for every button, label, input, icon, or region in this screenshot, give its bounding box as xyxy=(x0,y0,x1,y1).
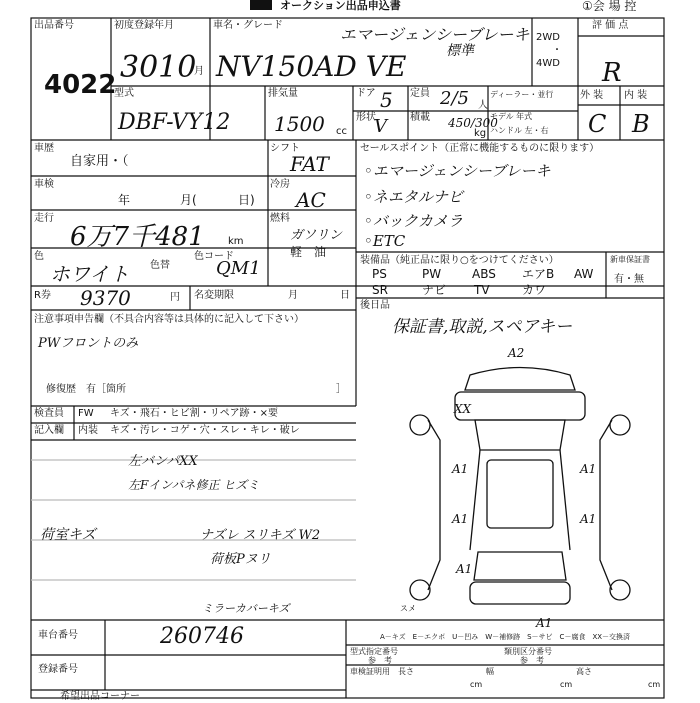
interior-label: 内 装 xyxy=(624,90,648,101)
lot-no-label: 出品番号 xyxy=(34,20,74,31)
sales-point-label: セールスポイント（正常に機能するものに限ります） xyxy=(360,143,600,154)
category-no-ref: 参 考 xyxy=(520,656,544,665)
load-unit: kg xyxy=(474,128,487,139)
equipment-label: 装備品（純正品に限り○をつけてください） xyxy=(360,255,559,266)
grade-note: エマージェンシーブレーキ xyxy=(340,25,530,44)
drive-dot: ・ xyxy=(552,45,562,56)
equip-ps: PS xyxy=(372,267,387,281)
grade-note-standard: 標準 xyxy=(446,43,474,59)
mark-a1-left: A1 xyxy=(452,462,469,476)
lot-no-value: 4022 xyxy=(44,70,117,100)
attachments-label: 後日品 xyxy=(360,300,390,311)
mark-a1-right2: A1 xyxy=(580,512,597,526)
drive-4wd: 4WD xyxy=(536,58,560,69)
fuel-gasoline: ガソリン xyxy=(290,228,343,243)
footer-label: 希望出品コーナー xyxy=(60,691,140,702)
sales-point-4: ◦ETC xyxy=(364,232,406,250)
mark-xx: XX xyxy=(454,402,472,416)
type-designation-label: 型式指定番号 xyxy=(350,647,398,656)
new-warranty-label: 新車保証書 xyxy=(610,255,650,264)
capacity-label: 定員 xyxy=(410,88,430,99)
drive-2wd: 2WD xyxy=(536,32,560,43)
repair-history-close: ］ xyxy=(336,384,346,395)
recycle-value: 9370 xyxy=(80,286,131,310)
private-use-option: 自家用・（ xyxy=(70,154,129,169)
name-change-day: 日 xyxy=(340,290,350,301)
doors-value: 5 xyxy=(380,88,393,112)
model-code-label: 型式 xyxy=(114,88,134,99)
height-cm: cm xyxy=(648,680,661,689)
chassis-no-label: 車台番号 xyxy=(38,630,78,641)
shift-value: FAT xyxy=(290,152,329,176)
reg-cert-label: 車検証明用 xyxy=(350,667,390,676)
inspection-year: 年 xyxy=(118,193,131,207)
equip-leather: カワ xyxy=(522,283,547,297)
recycle-label: R券 xyxy=(34,290,51,301)
equip-navi: ナビ xyxy=(422,283,447,297)
shape-label: 形状 xyxy=(356,112,376,123)
height-label: 高さ xyxy=(576,667,592,676)
sales-point-3: ◦バックカメラ xyxy=(364,212,463,230)
remark-2: 左Fインパネ修正 ヒズミ xyxy=(128,478,260,492)
displacement-value: 1500 xyxy=(274,112,325,136)
history-label: 車歴 xyxy=(34,143,54,154)
mark-a1-bottom: A1 xyxy=(456,562,473,576)
model-code-value: DBF-VY12 xyxy=(118,110,231,135)
inspection-label: 車検 xyxy=(34,179,54,190)
mark-a1-right: A1 xyxy=(580,462,597,476)
km-unit: km xyxy=(228,236,244,247)
mark-a1-left2: A1 xyxy=(452,512,469,526)
sales-point-1: ◦エマージェンシーブレーキ xyxy=(364,162,551,180)
first-reg-suffix: 月 xyxy=(194,66,204,77)
inspection-month: 月( xyxy=(180,193,197,207)
interior-value: B xyxy=(632,110,650,138)
width-cm: cm xyxy=(560,680,573,689)
inspect-fw: FW xyxy=(78,408,94,419)
color-value: ホワイト xyxy=(50,262,130,286)
mileage-label: 走行 xyxy=(34,213,54,224)
notes-label: 注意事項申告欄（不具合内容等は具体的に記入して下さい） xyxy=(34,314,304,325)
remark-1: 左バンパXX xyxy=(128,454,198,469)
shape-value: V xyxy=(374,116,387,137)
exterior-value: C xyxy=(588,110,607,138)
shift-label: シフト xyxy=(270,143,300,154)
aircon-value: AC xyxy=(296,188,326,212)
displacement-label: 排気量 xyxy=(268,88,298,99)
equip-tv: TV xyxy=(474,283,490,297)
equip-pw: PW xyxy=(422,267,442,281)
equip-abs: ABS xyxy=(472,267,496,281)
load-label: 積載 xyxy=(410,112,430,123)
mark-a2: A2 xyxy=(508,346,525,360)
first-reg-label: 初度登録年月 xyxy=(114,20,174,31)
dealer-label: ディーラー・並行 xyxy=(490,90,554,99)
equip-aw: AW xyxy=(574,267,594,281)
color-label: 色 xyxy=(34,251,44,262)
remark-3: 荷室キズ xyxy=(40,527,96,543)
inspector-label: 検査員 xyxy=(34,408,64,419)
length-cm: cm xyxy=(470,680,483,689)
type-designation-ref: 参 考 xyxy=(368,656,392,665)
model-name-value: NV150AD VE xyxy=(216,50,407,83)
remark-4: ナズレ スリキズ W2 xyxy=(200,528,321,543)
inspect-fw-items: キズ・飛石・ヒビ割・リペア跡・×要 xyxy=(110,408,278,419)
damage-legend: A－キズ E－エクボ U－凹み W－補修跡 S－サビ C－腐食 XX－交換済 xyxy=(380,633,631,641)
load-value: 450/300 xyxy=(448,116,498,130)
first-reg-value: 3010 xyxy=(120,50,197,85)
name-change-label: 名変期限 xyxy=(194,290,234,301)
name-change-month: 月 xyxy=(288,290,298,301)
attachments-value: 保証書,取説,スペアキー xyxy=(392,317,573,337)
sales-point-2: ◦ネエタルナビ xyxy=(364,188,463,206)
mark-sume: スメ xyxy=(400,604,416,613)
exterior-label: 外 装 xyxy=(580,90,604,101)
color-code-label: 色コード xyxy=(194,251,234,262)
mileage-value: 6万7千481 xyxy=(70,222,205,252)
color-code-value: QM1 xyxy=(216,258,261,279)
equip-airbag: エアB xyxy=(522,267,555,281)
displacement-unit: cc xyxy=(336,126,347,137)
fuel-diesel: 軽 油 xyxy=(290,245,327,259)
notes-value: PWフロントのみ xyxy=(38,336,139,351)
equip-sr: SR xyxy=(372,283,388,297)
car-diagram xyxy=(410,368,630,605)
capacity-unit: 人 xyxy=(478,100,488,111)
evaluation-value: R xyxy=(602,58,622,88)
color-swap-label: 色替 xyxy=(150,260,170,271)
length-label: 長さ xyxy=(398,667,414,676)
repair-history-label: 修復歴 有［箇所 xyxy=(46,384,126,395)
inspect-interior: 内装 xyxy=(78,425,98,436)
inspect-interior-items: キズ・汚レ・コゲ・穴・スレ・キレ・破レ xyxy=(110,425,300,436)
yen-unit: 円 xyxy=(170,292,180,303)
inspection-day: 日) xyxy=(238,193,255,207)
remark-6: ミラーカバーキズ xyxy=(202,602,290,615)
new-warranty-answer: 有・無 xyxy=(614,274,644,285)
capacity-value: 2/5 xyxy=(440,88,469,109)
venue-copy-label: ①会 場 控 xyxy=(582,0,637,13)
reg-no-label: 登録番号 xyxy=(38,664,78,675)
model-year-label: モデル 年式 xyxy=(490,112,533,121)
category-no-label: 類別区分番号 xyxy=(504,647,552,656)
remark-5: 荷板Pヌリ xyxy=(210,552,271,567)
fuel-label: 燃料 xyxy=(270,213,290,224)
mark-a1-front: A1 xyxy=(536,616,553,630)
model-name-label: 車名・グレード xyxy=(213,20,283,31)
doors-label: ドア xyxy=(356,88,376,99)
handle-label: ハンドル 左・右 xyxy=(490,126,549,135)
width-label: 幅 xyxy=(486,667,494,676)
record-label: 記入欄 xyxy=(34,425,64,436)
chassis-no-value: 260746 xyxy=(160,624,244,649)
evaluation-label: 評 価 点 xyxy=(592,20,629,31)
form-title: オークション出品申込書 xyxy=(280,0,401,12)
aircon-label: 冷房 xyxy=(270,179,290,190)
